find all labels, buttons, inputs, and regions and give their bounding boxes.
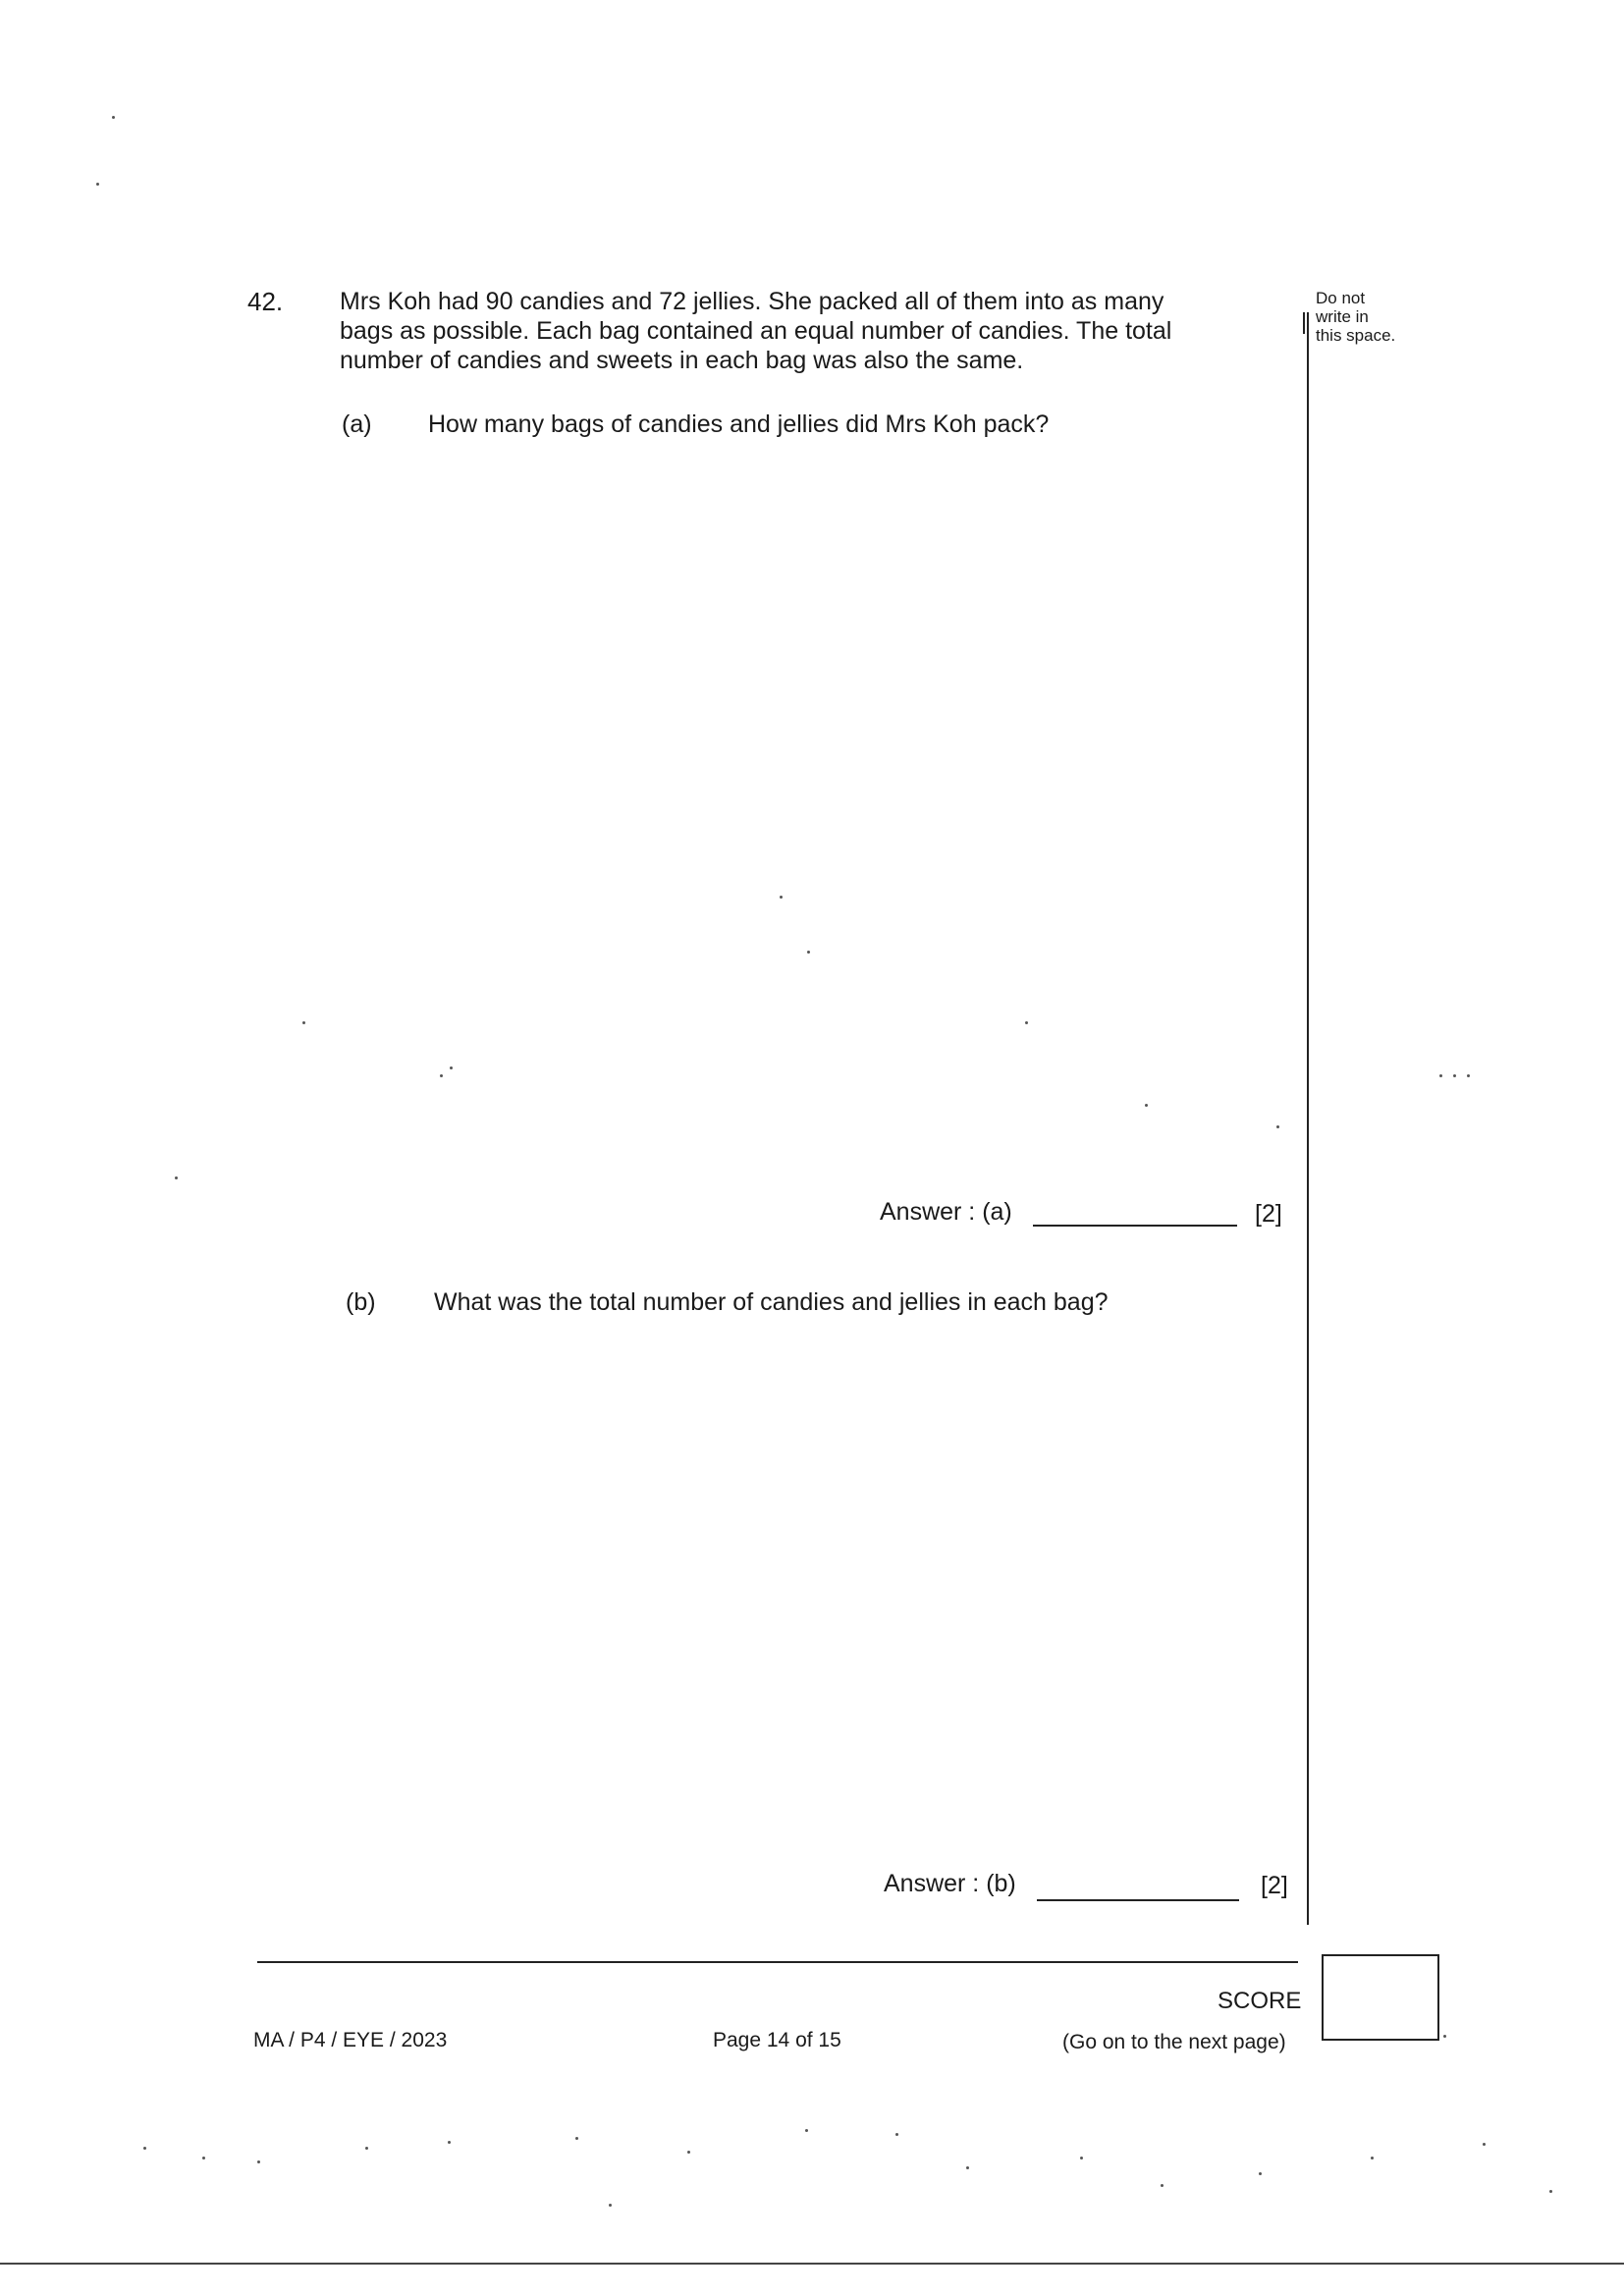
question-stem-line: number of candies and sweets in each bag was also the same. (340, 347, 1024, 374)
scan-speck (1549, 2190, 1552, 2193)
scan-speck (202, 2157, 205, 2159)
margin-note-line: write in (1316, 307, 1369, 326)
scan-speck (440, 1074, 443, 1077)
margin-rule-tick (1303, 312, 1305, 334)
scan-speck (143, 2147, 146, 2150)
scan-speck (1259, 2172, 1262, 2175)
margin-note-line: this space. (1316, 326, 1396, 345)
scan-speck (1276, 1125, 1279, 1128)
scan-speck (805, 2129, 808, 2132)
margin-rule (1307, 312, 1309, 1925)
scan-speck (1145, 1104, 1148, 1107)
part-b-question: What was the total number of candies and jellies in each bag? (434, 1288, 1109, 1316)
part-a-question: How many bags of candies and jellies did Mrs Koh pack? (428, 410, 1050, 438)
scan-edge-rule (0, 2263, 1624, 2265)
scan-speck (1080, 2157, 1083, 2159)
paper-code: MA / P4 / EYE / 2023 (253, 2029, 448, 2051)
scan-speck (302, 1021, 305, 1024)
answer-b-marks: [2] (1261, 1872, 1288, 1899)
scan-speck (687, 2151, 690, 2154)
score-box (1322, 1954, 1439, 2041)
scan-speck (365, 2147, 368, 2150)
scan-speck (966, 2166, 969, 2169)
scan-speck (609, 2204, 612, 2207)
scan-speck (257, 2160, 260, 2163)
scan-speck (1467, 1074, 1470, 1077)
answer-b-label: Answer : (b) (884, 1870, 1016, 1897)
scan-speck (1439, 1074, 1442, 1077)
scan-speck (1483, 2143, 1486, 2146)
footer-rule (257, 1961, 1298, 1963)
margin-note (1316, 289, 1434, 345)
scan-speck (1453, 1074, 1456, 1077)
question-stem-line: bags as possible. Each bag contained an equal number of candies. The total (340, 317, 1172, 345)
scan-speck (112, 116, 115, 119)
scan-speck (96, 183, 99, 186)
answer-b-field[interactable] (1037, 1899, 1239, 1901)
question-stem (340, 287, 1253, 375)
scan-speck (1371, 2157, 1374, 2159)
scan-speck (175, 1176, 178, 1179)
scan-speck (1443, 2035, 1446, 2038)
scan-speck (1161, 2184, 1164, 2187)
answer-a-field[interactable] (1033, 1225, 1237, 1227)
margin-note-line: Do not (1316, 289, 1366, 307)
scan-speck (448, 2141, 451, 2144)
answer-a-label: Answer : (a) (880, 1198, 1012, 1226)
scan-speck (1025, 1021, 1028, 1024)
scan-speck (780, 896, 783, 899)
question-number: 42. (247, 287, 284, 316)
scan-speck (450, 1066, 453, 1069)
scan-speck (575, 2137, 578, 2140)
scan-speck (895, 2133, 898, 2136)
scan-speck (807, 951, 810, 954)
part-a-label: (a) (342, 410, 372, 438)
part-b-label: (b) (346, 1288, 376, 1316)
question-stem-line: Mrs Koh had 90 candies and 72 jellies. She packed all of them into as many (340, 288, 1164, 315)
page-number: Page 14 of 15 (713, 2029, 841, 2051)
score-label: SCORE (1218, 1988, 1302, 2014)
next-page-note: (Go on to the next page) (1062, 2031, 1286, 2053)
answer-a-marks: [2] (1255, 1200, 1282, 1228)
